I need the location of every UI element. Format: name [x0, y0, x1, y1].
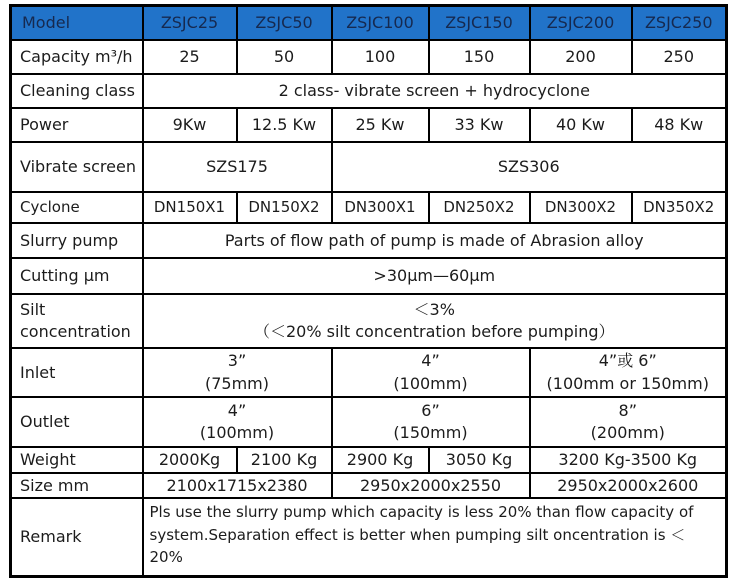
inlet-size: 3”	[227, 351, 247, 371]
header-model-zsjc50: ZSJC50	[237, 6, 332, 41]
capacity-value: 25	[143, 40, 237, 74]
silt-value-line2: （＜20% silt concentration before pumping）	[254, 322, 615, 341]
size-value: 2100x1715x2380	[143, 473, 332, 499]
size-row	[11, 473, 727, 499]
power-value: 33 Kw	[429, 108, 530, 142]
vibrate-screen-row	[11, 142, 727, 192]
power-value: 25 Kw	[332, 108, 429, 142]
outlet-size: 8”	[618, 400, 637, 420]
remark-value: Pls use the slurry pump which capacity is less 20% than flow capacity of system.Separation effect is better when pumping silt oncentration is ＜ 20%	[143, 498, 727, 577]
inlet-size: 4”或 6”	[598, 351, 657, 371]
cyclone-value: DN150X1	[143, 192, 237, 223]
header-model-zsjc200: ZSJC200	[530, 6, 632, 41]
inlet-mm: (75mm)	[204, 373, 269, 393]
slurry-pump-value: Parts of flow path of pump is made of Abrasion alloy	[143, 223, 727, 258]
inlet-value	[530, 348, 727, 397]
silt-concentration-label: Silt concentration	[11, 294, 143, 348]
weight-value: 2100 Kg	[237, 447, 332, 473]
power-value: 9Kw	[143, 108, 237, 142]
power-value: 40 Kw	[530, 108, 632, 142]
cutting-value: >30µm—60µm	[143, 258, 727, 294]
outlet-value	[143, 397, 332, 447]
cyclone-value: DN150X2	[237, 192, 332, 223]
inlet-mm: (100mm)	[393, 373, 468, 393]
inlet-label: Inlet	[11, 348, 143, 397]
header-model-zsjc250: ZSJC250	[632, 6, 727, 41]
outlet-value	[530, 397, 727, 447]
outlet-label: Outlet	[11, 397, 143, 447]
cutting-row	[11, 258, 727, 294]
remark-label: Remark	[11, 498, 143, 577]
outlet-value	[332, 397, 530, 447]
silt-concentration-value	[143, 294, 727, 348]
cleaning-class-label: Cleaning class	[11, 74, 143, 108]
size-label: Size mm	[11, 473, 143, 499]
header-model-zsjc25: ZSJC25	[143, 6, 237, 41]
size-value: 2950x2000x2600	[530, 473, 727, 499]
capacity-value: 250	[632, 40, 727, 74]
vibrate-screen-label: Vibrate screen	[11, 142, 143, 192]
cyclone-value: DN300X2	[530, 192, 632, 223]
weight-label: Weight	[11, 447, 143, 473]
slurry-pump-row	[11, 223, 727, 258]
vibrate-screen-value: SZS306	[332, 142, 727, 192]
header-model-zsjc100: ZSJC100	[332, 6, 429, 41]
weight-value: 2900 Kg	[332, 447, 429, 473]
outlet-size: 6”	[421, 400, 440, 420]
capacity-value: 100	[332, 40, 429, 74]
power-label: Power	[11, 108, 143, 142]
slurry-pump-label: Slurry pump	[11, 223, 143, 258]
inlet-value	[143, 348, 332, 397]
silt-value-line1: ＜3%	[413, 299, 455, 319]
power-value: 48 Kw	[632, 108, 727, 142]
weight-value: 2000Kg	[143, 447, 237, 473]
capacity-value: 50	[237, 40, 332, 74]
size-value: 2950x2000x2550	[332, 473, 530, 499]
silt-concentration-row	[11, 294, 727, 348]
cutting-label: Cutting µm	[11, 258, 143, 294]
capacity-value: 200	[530, 40, 632, 74]
inlet-value	[332, 348, 530, 397]
inlet-size: 4”	[421, 351, 440, 371]
cyclone-value: DN250X2	[429, 192, 530, 223]
power-value: 12.5 Kw	[237, 108, 332, 142]
cleaning-class-value: 2 class- vibrate screen + hydrocyclone	[143, 74, 727, 108]
cyclone-value: DN300X1	[332, 192, 429, 223]
outlet-mm: (200mm)	[590, 423, 665, 442]
vibrate-screen-value: SZS175	[143, 142, 332, 192]
weight-row	[11, 447, 727, 473]
header-model-zsjc150: ZSJC150	[429, 6, 530, 41]
outlet-mm: (100mm)	[199, 423, 275, 442]
header-row	[11, 6, 727, 41]
cyclone-label: Cyclone	[11, 192, 143, 223]
product-spec-table	[9, 4, 728, 578]
weight-value: 3050 Kg	[429, 447, 530, 473]
outlet-row	[11, 397, 727, 447]
inlet-mm: (100mm or 150mm)	[546, 373, 709, 393]
weight-value: 3200 Kg-3500 Kg	[530, 447, 727, 473]
power-row	[11, 108, 727, 142]
capacity-value: 150	[429, 40, 530, 74]
capacity-label: Capacity m³/h	[11, 40, 143, 74]
outlet-mm: (150mm)	[393, 423, 468, 442]
remark-row	[11, 498, 727, 577]
cleaning-class-row	[11, 74, 727, 108]
capacity-row	[11, 40, 727, 74]
inlet-row	[11, 348, 727, 397]
header-label-model: Model	[11, 6, 143, 41]
outlet-size: 4”	[227, 400, 247, 420]
cyclone-row	[11, 192, 727, 223]
cyclone-value: DN350X2	[632, 192, 727, 223]
